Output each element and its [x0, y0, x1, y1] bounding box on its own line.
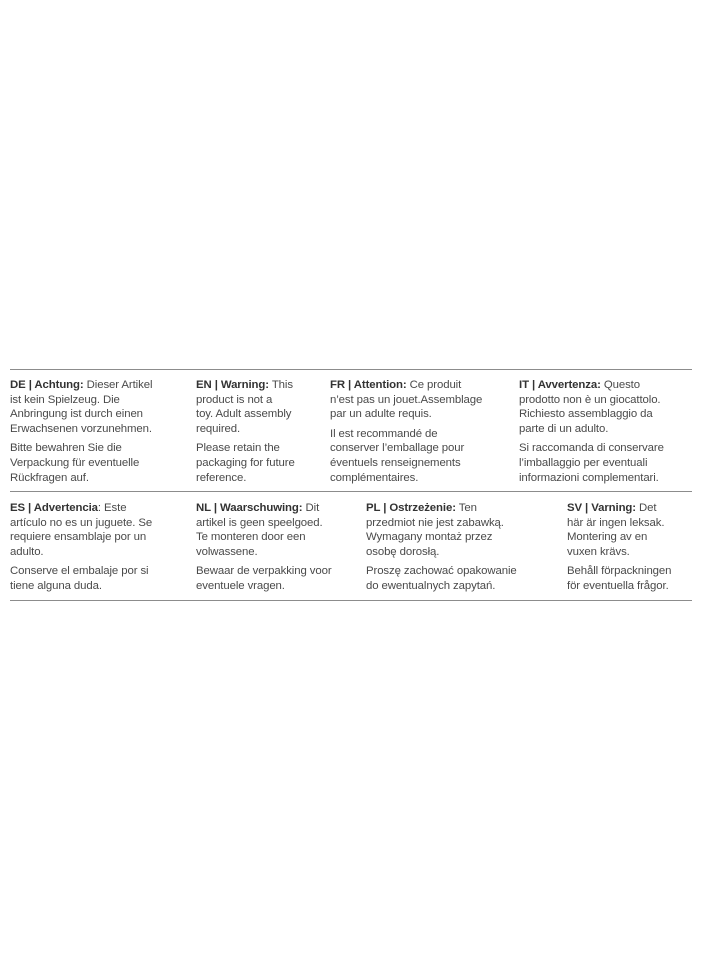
retain-note-it: Si raccomanda di conservare l’imballaggio per eventuali informazioni complementari.	[519, 442, 664, 484]
warning-panel	[10, 369, 692, 601]
bottom-divider	[10, 600, 692, 601]
heading-en: EN | Warning:	[196, 379, 269, 391]
warning-text-de: DE | Achtung: Dieser Artikel ist kein Spielzeug. Die Anbringung ist durch einen Erwachsenen vorzunehmen.	[10, 379, 153, 435]
warning-text-it: IT | Avvertenza: Questo prodotto non è un giocattolo. Richiesto assemblaggio da parte di un adulto.	[519, 379, 661, 435]
top-divider	[10, 369, 692, 370]
warning-block-sv	[567, 501, 671, 594]
retain-note-es: Conserve el embalaje por si tiene alguna duda.	[10, 565, 149, 592]
retain-note-pl: Proszę zachować opakowanie do ewentualnych zapytań.	[366, 565, 517, 592]
warning-block-en	[196, 378, 295, 485]
warning-block-pl	[366, 501, 517, 594]
heading-es: ES | Advertencia	[10, 502, 98, 514]
heading-pl: PL | Ostrzeżenie:	[366, 502, 456, 514]
retain-note-de: Bitte bewahren Sie die Verpackung für eventuelle Rückfragen auf.	[10, 442, 140, 484]
warning-text-sv: SV | Varning: Det här är ingen leksak. Montering av en vuxen krävs.	[567, 502, 665, 558]
warning-block-de	[10, 378, 152, 485]
heading-nl: NL | Waarschuwing:	[196, 502, 303, 514]
retain-note-fr: Il est recommandé de conserver l’emballage pour éventuels renseignements complémentaires.	[330, 427, 465, 484]
retain-note-en: Please retain the packaging for future reference.	[196, 442, 295, 484]
heading-fr: FR | Attention:	[330, 379, 407, 391]
warning-block-it	[519, 378, 664, 485]
warning-text-pl: PL | Ostrzeżenie: Ten przedmiot nie jest zabawką. Wymagany montaż przez osobę dorosłą.	[366, 502, 504, 558]
middle-divider	[10, 491, 692, 492]
heading-it: IT | Avvertenza:	[519, 379, 601, 391]
warning-text-es: ES | Advertencia: Este artículo no es un juguete. Se requiere ensamblaje por un adulto.	[10, 502, 153, 558]
warning-block-es	[10, 501, 152, 594]
heading-sv: SV | Varning:	[567, 502, 636, 514]
retain-note-sv: Behåll förpackningen för eventuella frågor.	[567, 565, 672, 592]
warning-block-nl	[196, 501, 332, 594]
warning-text-nl: NL | Waarschuwing: Dit artikel is geen speelgoed. Te monteren door een volwassene.	[196, 502, 323, 558]
heading-de: DE | Achtung:	[10, 379, 84, 391]
warning-block-fr	[330, 378, 482, 485]
warning-text-en: EN | Warning: This product is not a toy. Adult assembly required.	[196, 379, 293, 435]
retain-note-nl: Bewaar de verpakking voor eventuele vragen.	[196, 565, 332, 592]
warning-text-fr: FR | Attention: Ce produit n’est pas un jouet.Assemblage par un adulte requis.	[330, 379, 483, 421]
